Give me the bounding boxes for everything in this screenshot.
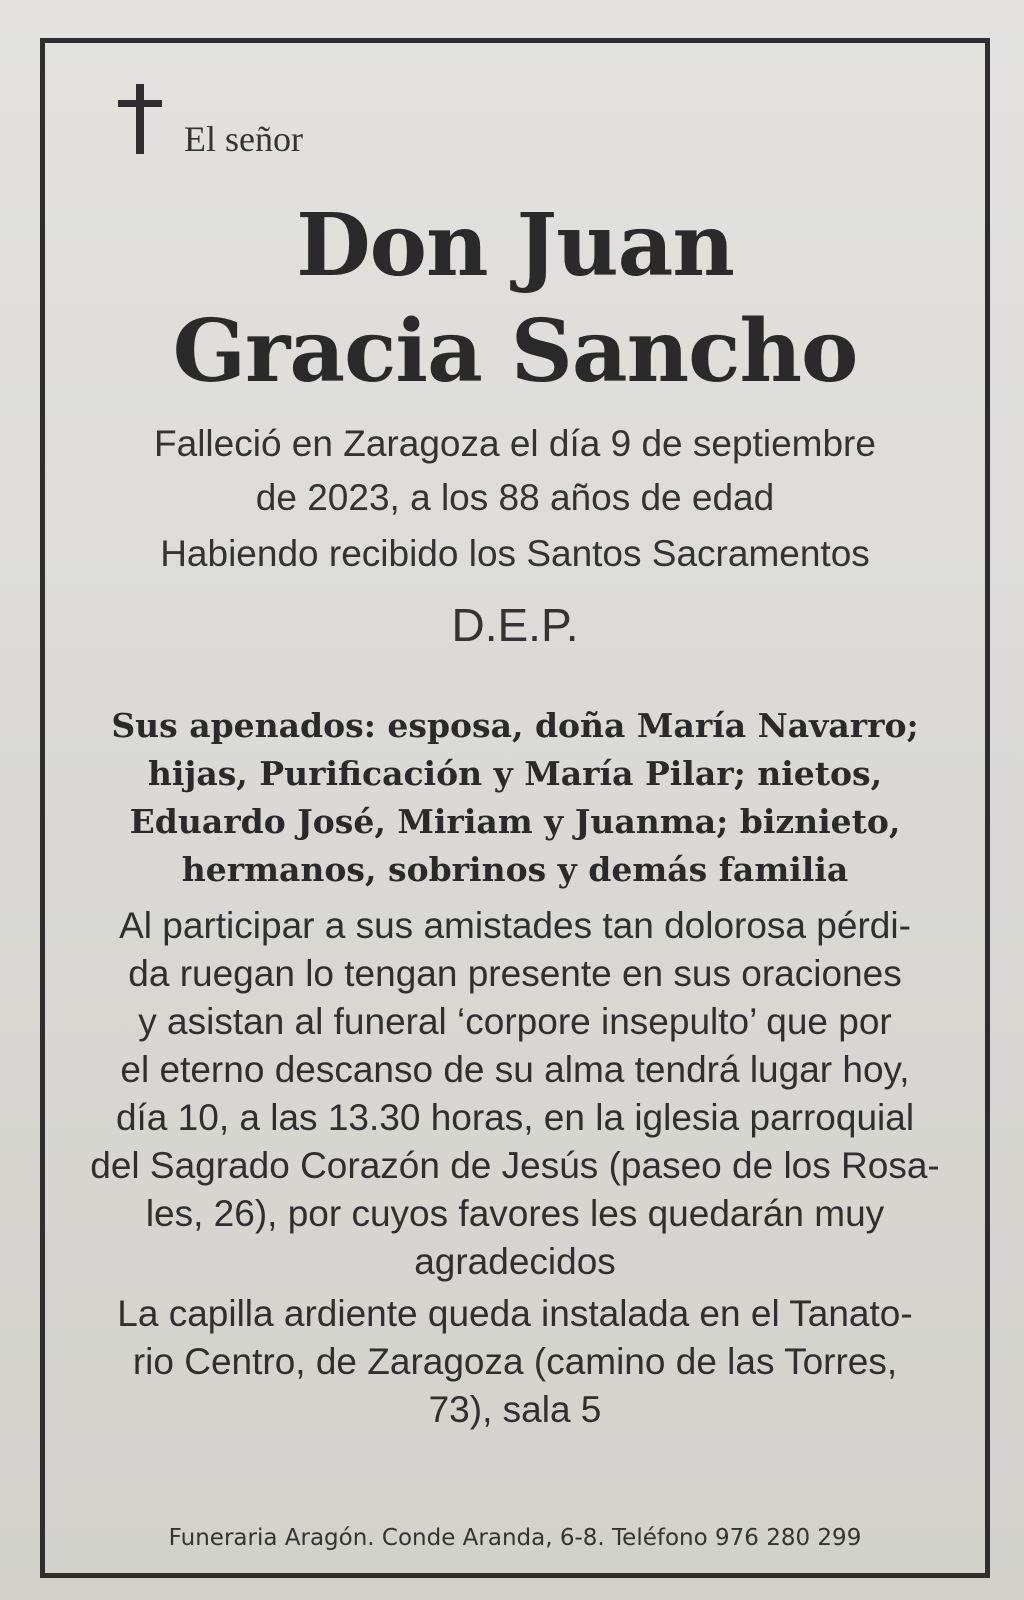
family-line: Eduardo José, Miriam y Juanma; biznieto, <box>129 802 901 841</box>
family-line: Sus apenados: esposa, doña María Navarro; <box>111 706 919 745</box>
funeral-text-line: del Sagrado Corazón de Jesús (paseo de los Rosa- <box>90 1145 940 1186</box>
intro-text: El señor <box>184 119 303 159</box>
funeral-home-footer: Funeraria Aragón. Conde Aranda, 6-8. Teléfono 976 280 299 <box>168 1525 862 1551</box>
funeral-text-line: día 10, a las 13.30 horas, en la iglesia parroquial <box>115 1097 915 1138</box>
cross-icon <box>118 84 162 154</box>
funeral-text-line: da ruegan lo tengan presente en sus oraciones <box>128 953 902 994</box>
dep-text: D.E.P. <box>451 599 579 651</box>
death-info-line-1: Falleció en Zaragoza el día 9 de septiembre <box>154 423 876 464</box>
sacraments-line: Habiendo recibido los Santos Sacramentos <box>160 533 870 574</box>
chapel-text-line: La capilla ardiente queda instalada en el Tanato- <box>117 1293 913 1334</box>
chapel-text-line: rio Centro, de Zaragoza (camino de las Torres, <box>132 1341 898 1382</box>
deceased-name-line-1: Don Juan <box>296 195 734 296</box>
funeral-text-line: y asistan al funeral ‘corpore insepulto’ que por <box>138 1001 892 1042</box>
funeral-text-line: agradecidos <box>414 1241 616 1282</box>
chapel-text-line: 73), sala 5 <box>428 1389 602 1430</box>
funeral-text-line: el eterno descanso de su alma tendrá lugar hoy, <box>120 1049 910 1090</box>
funeral-text-line: les, 26), por cuyos favores les quedarán muy <box>145 1193 885 1234</box>
deceased-name-line-2: Gracia Sancho <box>172 301 858 402</box>
family-line: hermanos, sobrinos y demás familia <box>181 850 849 889</box>
death-info-line-2: de 2023, a los 88 años de edad <box>255 477 775 518</box>
funeral-text-line: Al participar a sus amistades tan dolorosa pérdi- <box>119 905 911 946</box>
family-line: hijas, Purificación y María Pilar; nietos, <box>147 754 883 793</box>
